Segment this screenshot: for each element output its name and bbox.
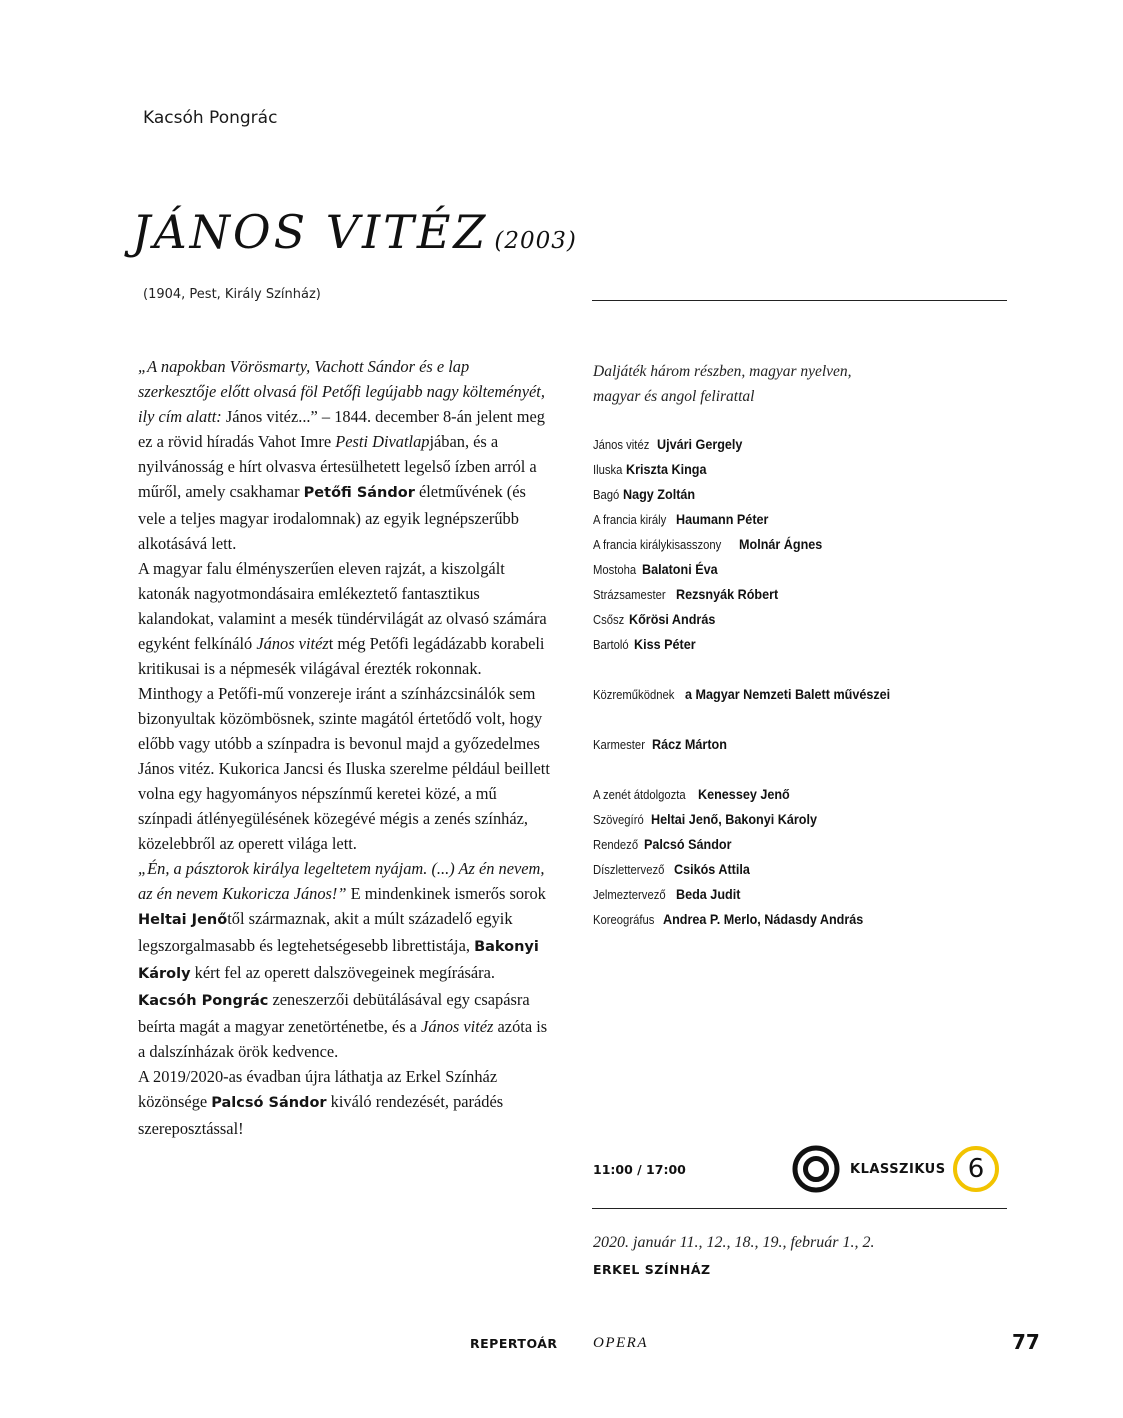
article-body [138, 354, 550, 1141]
venue-name: ERKEL SZÍNHÁZ [593, 1262, 711, 1277]
person-name: Kacsóh Pongrác [138, 993, 269, 1009]
series-number-badge: 6 [953, 1146, 999, 1192]
text-span: A magyar falu élményszerűen eleven rajzát, a kiszolgált katonák nagyotmondásaira emlékeztető fantasztikus kalandokat, valamint a mesék tündérvilágát az olvasó számára egyként felkínáló [138, 559, 547, 653]
performer-name: Kriszta Kinga [626, 461, 707, 477]
genre-line: magyar és angol felirattal [593, 388, 755, 405]
crew-name: Kenessey Jenő [698, 786, 791, 802]
text-span: János vitéz...” – 1844. december 8-án jelent meg ez a rövid híradás Vahot Imre [138, 407, 545, 451]
role-label: Bagó [593, 487, 620, 502]
crew-name: Csikós Attila [674, 861, 750, 877]
role-label: Jelmeztervező [593, 887, 666, 902]
performer-name: Rácz Márton [652, 736, 727, 752]
role-label: Díszlettervező [593, 862, 665, 877]
page-number: 77 [1012, 1330, 1040, 1354]
series-label: KLASSZIKUS [850, 1162, 946, 1177]
crew-name: Heltai Jenő, Bakonyi Károly [650, 811, 817, 827]
role-label: A francia király [593, 512, 667, 527]
role-label: Karmester [593, 737, 645, 752]
role-label: Szövegíró [593, 812, 644, 827]
person-name: Bakonyi Károly [138, 939, 539, 982]
article-paragraph-4 [138, 987, 550, 1064]
text-span: E mindenkinek ismerős sorok [346, 884, 546, 903]
footer-section: REPERTOÁR [470, 1336, 558, 1351]
performer-name: Rezsnyák Róbert [675, 586, 778, 602]
text-span: kért fel az operett dalszövegeinek megírására. [190, 963, 495, 982]
performance-times: 11:00 / 17:00 [593, 1162, 686, 1177]
role-label: János vitéz [593, 437, 650, 452]
cast-row [593, 457, 1013, 482]
role-label: Közreműködnek [593, 687, 675, 702]
premiere-info: (1904, Pest, Király Színház) [143, 287, 321, 302]
credits-list [593, 432, 1013, 932]
genre-description [593, 359, 993, 409]
role-label: Iluska [593, 462, 623, 477]
text-span: t még Petőfi legádázabb korabeli kritikusai is a népmesék világával érezték rokonnak. Minthogy a Petőfi-mű vonzereje iránt a színházcsinálók sem bizonyultak közömbösnek, szinte magától értetődő volt, hogy előbb vagy utóbb a színpadra is bevonul majd a győzedelmes János vitéz. Kukorica Jancsi és Iluska szerelme például beillett volna egy hagyományos népszínmű keretei közé, a mű színpadi átlényegülésének közegévé mégis a zenés színház, közelebbről az operett világa lett. [138, 634, 550, 853]
performance-dates: 2020. január 11., 12., 18., 19., február 1., 2. [593, 1234, 875, 1251]
composer-name: Kacsóh Pongrác [143, 108, 278, 128]
quote-text: „A napokban Vörösmarty, Vachott Sándor és e lap szerkesztője előtt olvasá föl Petőfi legújabb nagy költeményét, ily cím alatt: [138, 357, 545, 426]
target-rings-icon [792, 1145, 840, 1193]
production-year: (2003) [494, 228, 577, 254]
person-name: Heltai Jenő [138, 912, 228, 928]
cast-row [593, 432, 1013, 457]
conductor-row [593, 732, 1013, 757]
crew-row [593, 857, 1013, 882]
crew-row [593, 907, 1013, 932]
role-label: A francia királykisasszony [593, 537, 722, 552]
text-span: kiváló rendezését, parádés szereposztással! [138, 1092, 504, 1138]
crew-name: Palcsó Sándor [644, 836, 732, 852]
crew-name: Andrea P. Merlo, Nádasdy András [662, 911, 863, 927]
work-name: János vitéz [421, 1017, 494, 1036]
title-text: JÁNOS VITÉZ [132, 205, 489, 259]
role-label: Csősz [593, 612, 625, 627]
performer-name: Ujvári Gergely [657, 436, 743, 452]
ensemble-row [593, 682, 1013, 707]
crew-name: Beda Judit [675, 886, 740, 902]
performer-name: Kőrösi András [628, 611, 715, 627]
work-title [132, 205, 577, 259]
cast-row [593, 507, 1013, 532]
article-paragraph-5 [138, 1064, 550, 1141]
text-span: életművének (és vele a teljes magyar irodalomnak) az egyik legnépszerűbb alkotásává lett. [138, 482, 526, 553]
article-paragraph-1 [138, 354, 550, 556]
article-paragraph-3 [138, 856, 550, 987]
text-span: től származnak, akit a múlt századelő egyik legszorgalmasabb és legtehetségesebb librettistája, [138, 909, 513, 955]
crew-row [593, 832, 1013, 857]
cast-row [593, 557, 1013, 582]
crew-row [593, 807, 1013, 832]
cast-row [593, 482, 1013, 507]
performer-name: a Magyar Nemzeti Balett művészei [685, 686, 891, 702]
article-paragraph-2 [138, 556, 550, 856]
quote-text: „Én, a pásztorok királya legeltetem nyájam. (...) Az én nevem, az én nevem Kukoricza János!” [138, 859, 545, 903]
person-name: Petőfi Sándor [303, 485, 415, 501]
genre-line: Daljáték három részben, magyar nyelven, [593, 363, 852, 380]
text-span: jában, és a nyilvánosság e hírt olvasva értesülhetett legelső ízben arról a műről, amely csakhamar [138, 432, 537, 501]
role-label: Bartoló [593, 637, 629, 652]
text-span: azóta is a dalszínházak örök kedvence. [138, 1017, 548, 1061]
journal-name: Pesti Divatlap [335, 432, 430, 451]
cast-row [593, 532, 1013, 557]
text-span: zeneszerzői debütálásával egy csapásra beírta magát a magyar zenetörténetbe, és a [138, 990, 530, 1036]
spacer [593, 657, 1013, 682]
performer-name: Molnár Ágnes [738, 536, 823, 552]
crew-row [593, 782, 1013, 807]
crew-row [593, 882, 1013, 907]
performer-name: Nagy Zoltán [622, 486, 696, 502]
divider-top [592, 300, 1007, 301]
role-label: Strázsamester [593, 587, 666, 602]
person-name: Palcsó Sándor [211, 1095, 327, 1111]
cast-row [593, 632, 1013, 657]
role-label: Rendező [593, 837, 639, 852]
cast-row [593, 582, 1013, 607]
performer-name: Haumann Péter [676, 511, 769, 527]
role-label: A zenét átdolgozta [593, 787, 686, 802]
performer-name: Balatoni Éva [642, 561, 718, 577]
text-span: A 2019/2020-as évadban újra láthatja az Erkel Színház közönsége [138, 1067, 498, 1111]
role-label: Mostoha [593, 562, 637, 577]
spacer [593, 707, 1013, 732]
divider-bottom [592, 1208, 1007, 1209]
footer-category: OPERA [593, 1335, 648, 1351]
performer-name: Kiss Péter [633, 636, 696, 652]
role-label: Koreográfus [593, 912, 655, 927]
spacer [593, 757, 1013, 782]
work-name: János vitéz [256, 634, 329, 653]
cast-row [593, 607, 1013, 632]
